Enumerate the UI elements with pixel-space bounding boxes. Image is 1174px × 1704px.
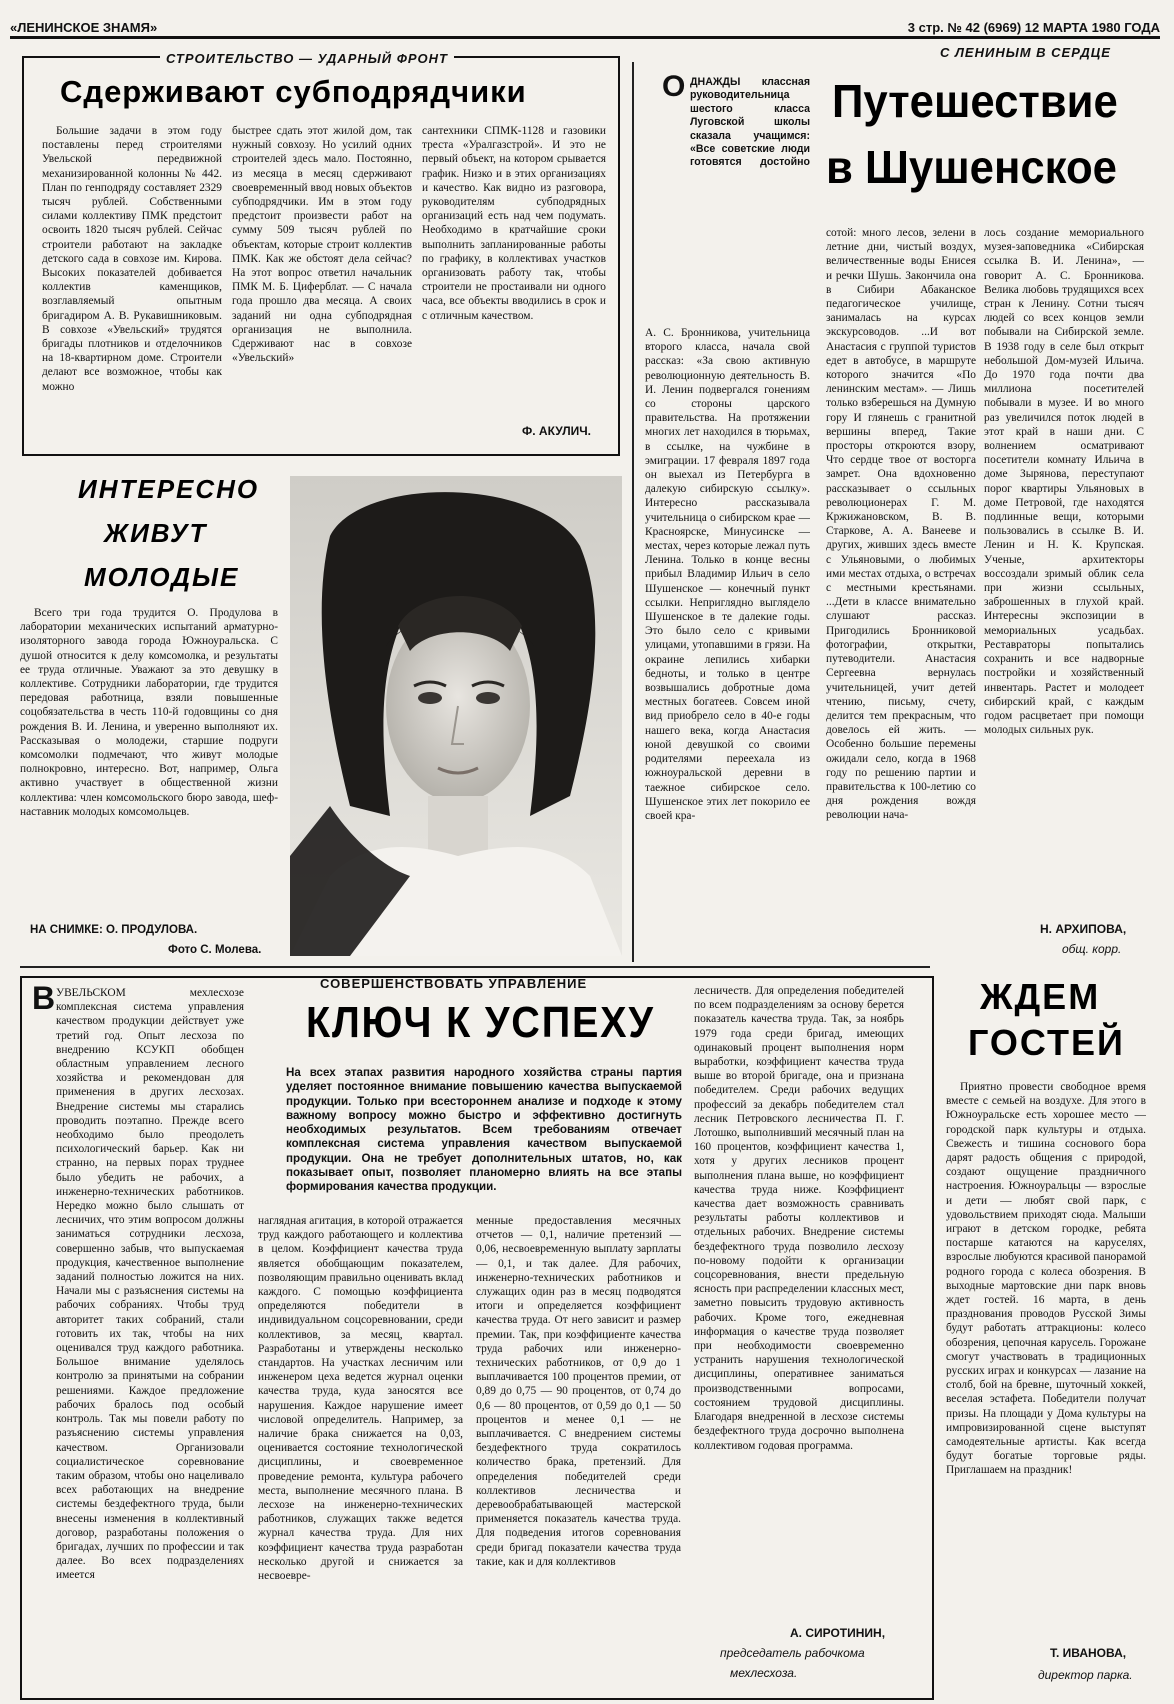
masthead: [10, 20, 1160, 39]
newspaper-name: «ЛЕНИНСКОЕ ЗНАМЯ»: [10, 20, 158, 35]
article-title-line1: ЖДЕМ: [980, 976, 1101, 1017]
portrait-image: [290, 476, 622, 956]
dropcap: В: [32, 980, 56, 1016]
article-rubric: СОВЕРШЕНСТВОВАТЬ УПРАВЛЕНИЕ: [320, 976, 588, 991]
article-body: Приятно провести свободное время вместе с семьей на воздухе. Для этого в Южноуральске есть хорошее место — городской парк культуры и отдыха. Свежесть и тишина соснового бора дарят радость общения с природой, создают ощущение праздничного настроения. Южноуральцы — взрослые и дети — любят свой парк, с удовольствием приходят сюда. Малыши играют в детском городке, ребята постарше катаются на каруселях, взрослые любуются красивой панорамой родного города с колеса обозрения. В выходные мартовские дни парк вновь ждет гостей. 16 марта, в день празднования проводов Русской Зимы будут работать аттракционы: колесо обозрения, цепочная карусель. Горожане смогут участвовать в традиционных русских играх и конкурсах — лазание на столб, бой на бревне, шуточный хоккей, веселая эстафета. Победители получат призы. На площади у Дома культуры на импровизированной сцене выступят самодеятельные артисты. Как всегда будут богатые торговые ряды. Приглашаем на праздник!: [946, 1081, 1146, 1477]
article-author: А. СИРОТИНИН,: [790, 1626, 886, 1640]
article-column: менные предоставления месячных отчетов — 0,1, наличие претензий — 0,06, несвоевременную выплату зарплаты — 0,1, и так далее. Для рабочих, инженерно-технических работников и служащих один раз в месяц подводятся итоги и определяется коэффициент качества труда. От него зависит и размер премии. Так, при коэффициенте качества труда рабочих или инженерно-технических работников, от 0,9 до 1 выплачивается 100 процентов премии, от 0,89 до 0,75 — 90 процентов, от 0,74 до 0,6 — 80 процентов, от 0,59 до 0,1 — 50 процентов и менее 0,1 — не выплачивается. С внедрением системы бездефектного труда сократилось количество брака, претензий. Для определения победителей среди коллективов лесничества и деревообрабатывающей мастерской применяется показатель качества труда. Для подведения итогов соревнования среди бригад показатели качества труда такие, как и для коллективов: [476, 1215, 681, 1568]
article-column: наглядная агитация, в которой отражается труд каждого работающего и коллектива в целом. Коэффициент качества труда является обобщающим показателем, позволяющим правильно оценивать вклад каждого. С помощью коэффициента определяются победители в индивидуальном соцсоревновании, среди коллективов, за месяц, квартал. Разработаны и утверждены несколько стандартов. На участках лесничим или инженером цеха ведется журнал оценки качества труда, куда заносятся все нарушения. Каждое нарушение имеет числовой определитель. Например, за наличие брака снижается на 0,03, оценивается состояние технологической дисциплины, и своевременное проведение ремонта, культура рабочего места, выполнение месячного плана. В лесхозе на инженерно-технических работников, служащих также ведется журнал качества труда. Для них коэффициент качества труда разработан несколько другой и снижается за несвоевре-: [258, 1215, 463, 1583]
article-divider: [632, 62, 634, 962]
article-column: быстрее сдать этот жилой дом, так нужный совхозу. Но усилий одних строителей здесь мало. Постоянно, из месяца в месяц сдерживают своевременный ввод новых объектов субподрядчики. Им в этом году предстоит произвести работ на сумму 509 тысяч рублей по объектам, которые строит коллектив ПМК. Как же обстоят дела сейчас? На этот вопрос ответил начальник ПМК М. Б. Циферблат. — С начала года прошло два месяца. А своих заданий ни одна субподрядная организация не выполнила. Сдерживают нас в совхозе «Увельский»: [232, 125, 412, 365]
author-role: председатель рабочкома: [720, 1646, 865, 1660]
issue-info: 3 стр. № 42 (6969) 12 МАРТА 1980 ГОДА: [907, 20, 1160, 35]
article-column: сантехники СПМК-1128 и газовики треста «Уралгазстрой». И это не первый объект, на котором срывается график. Низко и в этих организациях и качество. Как видно из разговора, руководителям субподрядных организаций есть над чем подумать. Необходимо в кратчайшие сроки выполнить запланированные работы по графику, в коллективах участков организовать работу так, чтобы строители не простаивали ни одного часа, все объекты вводились в срок и с отличным качеством.: [422, 125, 606, 322]
article-column: лесничеств. Для определения победителей по всем подразделениям за основу берется показатель качества труда. Так, за ноябрь 1979 года среди бригад, имеющих одинаковый процент выполнения норм выработки, коэффициент качества труда выше во второй бригаде, она и признана победителем. Среди рабочих ведущих профессий за декабрь победителем стал лесник Петровского лесничества П. Г. Лотошко, выполнивший месячный план на 160 процентов, коэффициент качества 1, хотя у других лесников процент выполнения плана выше, но коэффициент качества труда ниже. Коэффициент качества дает возможность сравнивать результаты работы коллективов и отдельных рабочих. Внедрение системы бездефектного труда позволило лесхозу по-новому подойти к организации соцсоревнования, внести предельную ясность при распределении классных мест, заметно повысить трудовую активность рабочих. Кроме того, ежедневная информация о качестве труда позволяет при необходимости своевременно устранить нарушения технологической дисциплины, оперативнее заниматься производственными вопросами, состоянием трудовой дисциплины. Благодаря внедренной в лесхозе системы бездефектного труда досрочно выполнена коллективом годовая программа.: [694, 985, 904, 1452]
portrait-photo: [290, 476, 622, 956]
article-title-line1: ИНТЕРЕСНО: [78, 474, 260, 504]
dropcap: О: [662, 70, 686, 103]
author-role: общ. корр.: [1062, 942, 1122, 956]
article-author: Ф. АКУЛИЧ.: [522, 424, 592, 438]
article-intro: ДНАЖДЫ классная руководительница шестого класса Луговской школы сказала учащимся: «Все советские люди готовятся достойно: [690, 76, 810, 169]
article-body: Всего три года трудится О. Продулова в лаборатории механических испытаний арматурно-изоляторного завода города Южноуральска. С душой относится к делу комсомолка, и результаты ее труда отличные. Уважают за это девушку в коллективе. Сотрудники лаборатории, где трудится передовая работница, взяли повышенные соцобязательства в честь 110-й годовщины со дня рождения В. И. Ленина, и уверенно выполняют их. Рассказывая о молодежи, старшие подруги комсомолки подмечают, что живут молодые полнокровно, интересно. Вот, например, Ольга активно участвует в общественной жизни коллектива: член комсомольского бюро завода, шеф-наставник молодых комсомольцев.: [20, 607, 278, 818]
article-column: УВЕЛЬСКОМ мехлесхозе комплексная система управления качеством продукции действует уже третий год. Опыт лесхоза по внедрению КСУКП обобщен областным управлением лесного хозяйства и рекомендован для применения в других лесхозах. Внедрение системы мы старались проводить поэтапно. Прежде всего необходимо было преодолеть психологический барьер. Как ни странно, на первых порах труднее было убедить не рабочих, а инженерно-технических работников. Нередко можно было слышать от лесничих, что этим вопросом должны заниматься сотрудники лесхоза, совершенно забыв, что выпускаемая продукция, качественное выполнение заданий полностью ложится на них. Начали мы с разъяснения системы на рабочих собраниях. Чтобы труд авторитет таких собраний, стали готовить их так, чтобы на них оценивался труд каждого работника. Большое внимание уделялось контролю за принятыми на собрании решениями. Каждое предложение рабочих бралось под особый контроль. Так мы повели работу по разъяснению системы управления качеством. Организовали социалистическое соревнование таким образом, чтобы оно нацеливало всех работающих на внедрение системы бездефектного труда, были внесены изменения в коллективный договор, разработаны положения о бригадах, лучших по профессии и так далее. Во всех подразделениях имеется: [56, 987, 244, 1582]
article-column: лось создание мемориального музея-заповедника «Сибирская ссылка В. И. Ленина», — говорит А. С. Бронникова. Велика любовь трудящихся всех стран к Ленину. Сотни тысяч людей со всех концов земли побывали на Сибирской земле. В 1938 году в селе был открыт небольшой Дом-музей Ильича. До 1970 года почти два миллиона посетителей побывали в музее. И во много раз увеличился поток людей в этот край в наши дни. С волнением осматривают посетители комнату Ильича в доме Зырянова, переступают порог квартиры Ульяновых в доме Петровой, где находятся подлинные вещи, которыми пользовались в ссылке В. И. Ленин и Н. К. Крупская. Ученые, архитекторы воссоздали зримый облик села при жизни ссыльных, заброшенных в глухой край. Интересны экспозиции в мемориальных усадьбах. Реставраторы попытались сохранить и все надворные постройки и хозяйственный инвентарь. Растет и молодеет сибирский край, с каждым годом расцветает при помощи молодых сильных рук.: [984, 227, 1144, 737]
article-rubric: С ЛЕНИНЫМ В СЕРДЦЕ: [940, 45, 1111, 60]
article-author: Т. ИВАНОВА,: [1050, 1646, 1127, 1660]
article-title-line2: ГОСТЕЙ: [968, 1022, 1125, 1063]
section-divider: [20, 966, 930, 968]
article-title-line2: в Шушенское: [826, 141, 1117, 193]
article-column: Большие задачи в этом году поставлены перед строителями Увельской передвижной механизированной колонны № 442. План по генподряду составляет 2329 тысяч рублей. Собственными силами коллективу ПМК предстоит освоить 1820 тысяч рублей. Сейчас строители работают на закладке детского сада в совхозе им. Кирова. Высоких показателей добивается коллектив каменщиков, возглавляемый опытным бригадиром А. В. Рукавишниковым. В совхозе «Увельский» трудятся бригады плотников и отделочников на 18-квартирном доме. Строители делают все возможное, чтобы как можно: [42, 125, 222, 393]
author-role: мехлесхоза.: [730, 1666, 798, 1680]
photo-credit: Фото С. Молева.: [168, 944, 262, 956]
article-lead: На всех этапах развития народного хозяйства страны партия уделяет постоянное внимание повышению качества выпускаемой продукции. Только при всестороннем анализе и подходе к этому важному вопросу можно быстро и эффективно достигнуть необходимых результатов. Всем требованиям отвечает комплексная система управления качеством выпускаемой продукции. Она не требует дополнительных штатов, но, как показывает опыт, позволяет планомерно влиять на все этапы формирования качества продукции.: [286, 1066, 682, 1194]
article-title-line3: МОЛОДЫЕ: [84, 562, 240, 592]
article-author: Н. АРХИПОВА,: [1040, 922, 1127, 936]
article-intro-cont: [645, 170, 810, 326]
article-title: КЛЮЧ К УСПЕХУ: [306, 998, 655, 1047]
author-role: директор парка.: [1038, 1668, 1133, 1682]
photo-caption: НА СНИМКЕ: О. ПРОДУЛОВА.: [30, 924, 198, 936]
article-title-line1: Путешествие: [832, 75, 1118, 127]
article-title-line2: ЖИВУТ: [104, 518, 208, 548]
article-column: А. С. Бронникова, учительница второго класса, начала свой рассказ: «За свою активную революционную деятельность В. И. Ленин подвергался гонениям со стороны царского правительства. На протяжении многих лет находился в тюрьмах, в ссылке, на чужбине в эмиграции. 17 февраля 1897 года он выехал из Петербурга в далекую сибирскую ссылку». Интересно рассказывала учительница о сибирском крае — Красноярске, Минусинске — местах, через которые лежал путь Ленина. Только в конце весны прибыл Владимир Ильич в село Шушенское — конечный пункт ссылки. Неприглядно выглядело Шушенское в те далекие годы. Это было село с кривыми улицами, утопавшими в грязи. На окраине лепились хибарки бедноты, и только в центре возвышались добротные дома местных богатеев. Совсем иной вид приобрело село в 40-е годы нашего века, когда Анастасия юной девушкой со своими родителями переехала из южноуральской деревни в таежное сибирское село. Шушенское этих лет покорило ее своей кра-: [645, 327, 810, 822]
article-column: сотой: много лесов, зелени в летние дни, чистый воздух, величественные воды Енисея и речки Шушь. Закончила она в Сибири Абаканское педагогическое училище, занималась на курсах экскурсоводов. ...И вот Анастасия с группой туристов едет в автобусе, в маршруте которого значится «По ленинским местам». — Лишь только взберешься на Думную гору И глянешь с гранитной вершины вперед, Такие просторы откроются взору, Что сердце твое от восторга замрет. Она вдохновенно рассказывает о ссыльных революционерах Г. М. Кржижановском, В. В. Старкове, А. А. Ванееве и других, живших здесь вместе с Ульяновыми, о любимых ими местах отдыха, о встречах с местными крестьянами. ...Дети в классе внимательно слушают рассказ. Пригодились Бронниковой фотографии, открытки, путеводители. Анастасия Сергеевна вернулась учительницей, учит детей чтению, письму, счету, делится тем прекрасным, что довелось ей жить. — Особенно большие перемены ожидали село, когда в 1968 году по решению партии и правительства к 100-летию со дня рождения вождя революции нача-: [826, 227, 976, 822]
article-title: Сдерживают субподрядчики: [60, 74, 527, 109]
article-rubric: СТРОИТЕЛЬСТВО — УДАРНЫЙ ФРОНТ: [160, 51, 454, 66]
